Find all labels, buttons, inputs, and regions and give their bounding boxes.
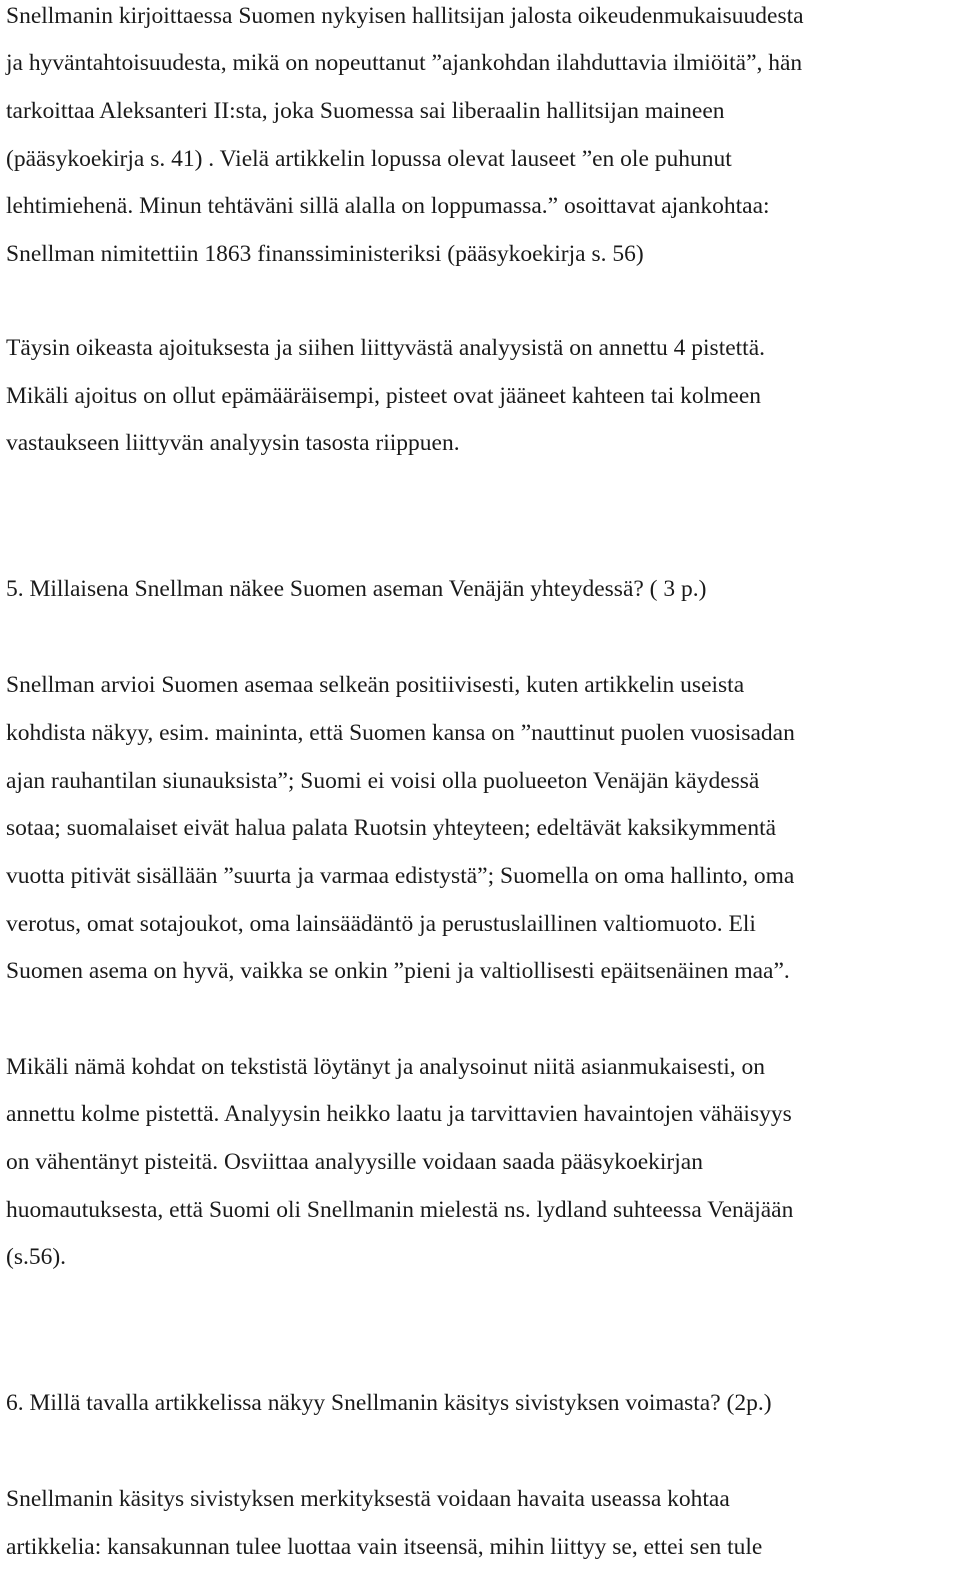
text-line: (s.56). <box>6 1244 67 1270</box>
text-line: on vähentänyt pisteitä. Osviittaa analyysille voidaan saada pääsykoekirjan <box>6 1149 703 1175</box>
text-line: sotaa; suomalaiset eivät halua palata Ruotsin yhteyteen; edeltävät kaksikymmentä <box>6 815 777 841</box>
text-line: vastaukseen liittyvän analyysin tasosta riippuen. <box>6 430 460 456</box>
text-line: Snellmanin käsitys sivistyksen merkityksestä voidaan havaita useassa kohtaa <box>6 1486 730 1512</box>
text-line: huomautuksesta, että Suomi oli Snellmanin mielestä ns. lydland suhteessa Venäjään <box>6 1197 794 1223</box>
text-line: tarkoittaa Aleksanteri II:sta, joka Suomessa sai liberaalin hallitsijan maineen <box>6 98 725 124</box>
text-line: Snellman arvioi Suomen asemaa selkeän positiivisesti, kuten artikkelin useista <box>6 672 745 698</box>
text-line: artikkelia: kansakunnan tulee luottaa vain itseensä, mihin liittyy se, ettei sen tule <box>6 1534 763 1560</box>
text-line: Suomen asema on hyvä, vaikka se onkin ”pieni ja valtiollisesti epäitsenäinen maa”. <box>6 958 790 984</box>
text-line: kohdista näkyy, esim. maininta, että Suomen kansa on ”nauttinut puolen vuosisadan <box>6 720 795 746</box>
text-line: Täysin oikeasta ajoituksesta ja siihen liittyvästä analyysistä on annettu 4 pistettä. <box>6 335 766 361</box>
text-line: ajan rauhantilan siunauksista”; Suomi ei voisi olla puolueeton Venäjän käydessä <box>6 768 760 794</box>
text-line: Mikäli nämä kohdat on tekstistä löytänyt ja analysoinut niitä asianmukaisesti, on <box>6 1054 766 1080</box>
text-line: (pääsykoekirja s. 41) . Vielä artikkelin lopussa olevat lauseet ”en ole puhunut <box>6 146 732 172</box>
text-line: ja hyväntahtoisuudesta, mikä on nopeuttanut ”ajankohdan ilahduttavia ilmiöitä”, hän <box>6 50 803 76</box>
text-line: lehtimiehenä. Minun tehtäväni sillä alalla on loppumassa.” osoittavat ajankohtaa: <box>6 193 770 219</box>
text-line: vuotta pitivät sisällään ”suurta ja varmaa edistystä”; Suomella on oma hallinto, oma <box>6 863 795 889</box>
text-line: Mikäli ajoitus on ollut epämääräisempi, pisteet ovat jääneet kahteen tai kolmeen <box>6 383 762 409</box>
text-line: Snellmanin kirjoittaessa Suomen nykyisen hallitsijan jalosta oikeudenmukaisuudesta <box>6 3 804 29</box>
text-line: Snellman nimitettiin 1863 finanssiministeriksi (pääsykoekirja s. 56) <box>6 241 644 267</box>
question-heading: 5. Millaisena Snellman näkee Suomen aseman Venäjän yhteydessä? ( 3 p.) <box>6 576 707 602</box>
text-line: annettu kolme pistettä. Analyysin heikko laatu ja tarvittavien havaintojen vähäisyys <box>6 1101 792 1127</box>
text-line: verotus, omat sotajoukot, oma lainsäädäntö ja perustuslaillinen valtiomuoto. Eli <box>6 911 756 937</box>
question-heading: 6. Millä tavalla artikkelissa näkyy Snellmanin käsitys sivistyksen voimasta? (2p.) <box>6 1390 772 1416</box>
